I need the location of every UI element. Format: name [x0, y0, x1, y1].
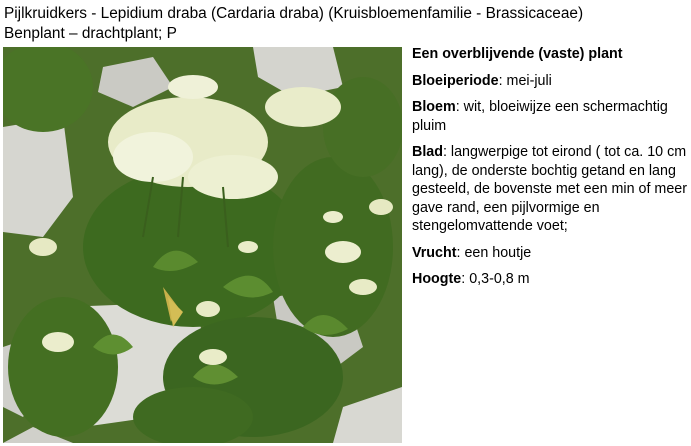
vrucht-row [412, 244, 688, 263]
plant-photo [3, 47, 402, 443]
bloem-label: Bloem [412, 99, 456, 115]
bloem-row [412, 98, 688, 135]
title-line-1: Pijlkruidkers - Lepidium draba (Cardaria draba) (Kruisbloemenfamilie - Brassicaceae) [4, 5, 584, 22]
hoogte-row [412, 270, 688, 289]
bloei-label: Bloeiperiode [412, 72, 499, 89]
description-heading-text: Een overblijvende (vaste) plant [412, 46, 623, 62]
vrucht-label: Vrucht [412, 244, 457, 261]
blad-label: Blad [412, 144, 443, 160]
title-line-2: Benplant – drachtplant; P [4, 25, 177, 42]
description-heading [412, 45, 688, 64]
bloem-text: : wit, bloeiwijze een schermachtig pluim [412, 99, 668, 134]
hoogte-text: : 0,3-0,8 m [461, 271, 530, 287]
blad-row [412, 143, 688, 236]
bloei-text: : mei-juli [498, 72, 552, 89]
plant-description [412, 45, 688, 297]
title-header [4, 4, 688, 44]
bloei-row [412, 72, 688, 91]
hoogte-label: Hoogte [412, 271, 462, 287]
vrucht-text: : een houtje [456, 244, 532, 261]
blad-text: : langwerpige tot eirond ( tot ca. 10 cm lang), de onderste bochtig getand en lang gesteeld, de bovenste met een min of meer gave rand, een pijlvormige en stengelomvattende voet; [412, 144, 687, 234]
plant-photo-illustration [3, 47, 402, 443]
